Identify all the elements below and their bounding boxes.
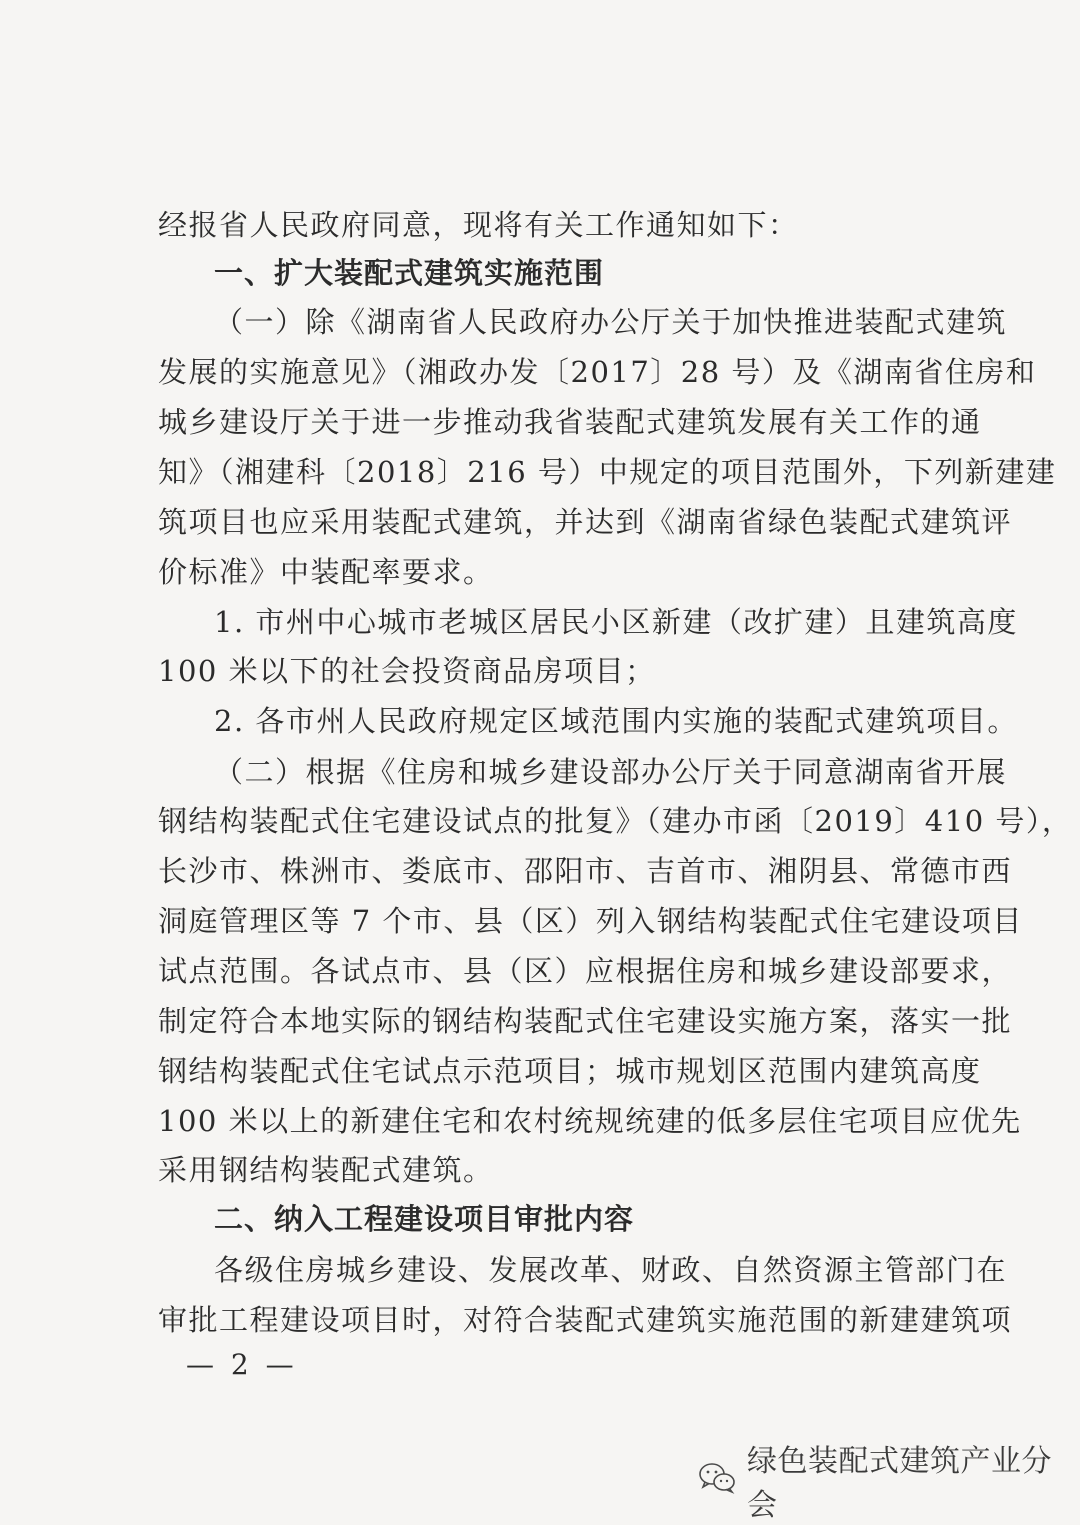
list-item: 1. 市州中心城市老城区居民小区新建（改扩建）且建筑高度	[214, 605, 1018, 639]
paragraph-line: 100 米以上的新建住宅和农村统规统建的低多层住宅项目应优先	[158, 1104, 1022, 1138]
list-item: 2. 各市州人民政府规定区域范围内实施的装配式建筑项目。	[214, 704, 1018, 738]
paragraph-line: 100 米以下的社会投资商品房项目；	[158, 654, 656, 688]
paragraph-line: 试点范围。各试点市、县（区）应根据住房和城乡建设部要求，	[158, 954, 1013, 988]
paragraph-line: 审批工程建设项目时，对符合装配式建筑实施范围的新建建筑项	[158, 1303, 1013, 1337]
paragraph-line: 发展的实施意见》（湘政办发〔2017〕28 号）及《湖南省住房和	[158, 355, 1037, 389]
paragraph-line: 知》（湘建科〔2018〕216 号）中规定的项目范围外，下列新建建	[158, 455, 1057, 489]
section-heading: 一、扩大装配式建筑实施范围	[214, 256, 605, 290]
paragraph-line: 经报省人民政府同意，现将有关工作通知如下：	[158, 208, 799, 242]
paragraph-line: 钢结构装配式住宅建设试点的批复》（建办市函〔2019〕410 号），	[158, 804, 1073, 838]
paragraph-line: （二）根据《住房和城乡建设部办公厅关于同意湖南省开展	[214, 755, 1008, 789]
wechat-icon	[697, 1460, 737, 1500]
paragraph-line: 洞庭管理区等 7 个市、县（区）列入钢结构装配式住宅建设项目	[158, 904, 1023, 938]
paragraph-line: 长沙市、株洲市、娄底市、邵阳市、吉首市、湘阴县、常德市西	[158, 854, 1013, 888]
paragraph-line: 钢结构装配式住宅试点示范项目；城市规划区范围内建筑高度	[158, 1054, 982, 1088]
watermark	[697, 1444, 1080, 1523]
paragraph-line: 制定符合本地实际的钢结构装配式住宅建设实施方案，落实一批	[158, 1004, 1013, 1038]
section-heading: 二、纳入工程建设项目审批内容	[214, 1202, 635, 1236]
paragraph-line: 城乡建设厅关于进一步推动我省装配式建筑发展有关工作的通	[158, 405, 982, 439]
paragraph-line: 采用钢结构装配式建筑。	[158, 1153, 494, 1187]
paragraph-line: 各级住房城乡建设、发展改革、财政、自然资源主管部门在	[214, 1253, 1008, 1287]
page-number: — 2 —	[186, 1348, 298, 1381]
paragraph-line: （一）除《湖南省人民政府办公厅关于加快推进装配式建筑	[214, 305, 1008, 339]
paragraph-line: 价标准》中装配率要求。	[158, 555, 494, 589]
watermark-text: 绿色装配式建筑产业分会	[747, 1444, 1052, 1523]
paragraph-line: 筑项目也应采用装配式建筑，并达到《湖南省绿色装配式建筑评	[158, 505, 1013, 539]
